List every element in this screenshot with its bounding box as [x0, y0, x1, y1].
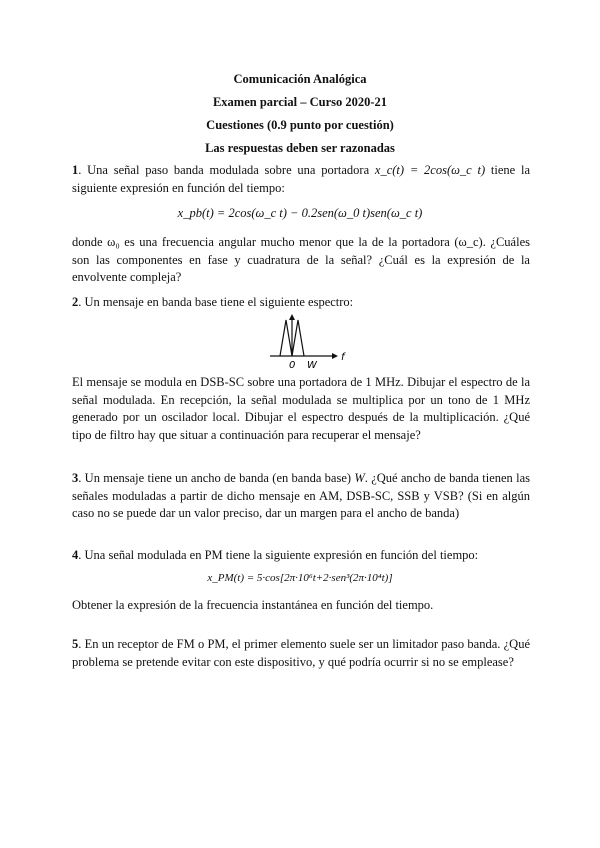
question-3	[72, 470, 530, 523]
fig-label-zero: 0	[289, 360, 296, 371]
question-2-text-b: El mensaje se modula en DSB-SC sobre una portadora de 1 MHz. Dibujar el espectro de la señal modulada. En recepción, la señal modulada se multiplica por un tono de 1 MHz generado por un oscilador local. Dibujar el espectro después de la multiplicación. ¿Qué tipo de filtro hay que situar a continuación para recuperar el mensaje?	[72, 375, 530, 442]
question-2-text-a: . Un mensaje en banda base tiene el siguiente espectro:	[78, 295, 354, 309]
question-1-equation: x_pb(t) = 2cos(ω_c t) − 0.2sen(ω_0 t)sen(ω_c t)	[177, 206, 423, 220]
course-title: Comunicación Analógica	[233, 72, 367, 86]
question-1-text-c: donde ω₀ es una frecuencia angular mucho menor que la de la portadora (ω_c). ¿Cuáles son las componentes en fase y cuadratura de la señal? ¿Cuál es la expresión de la envolvente compleja?	[72, 235, 530, 284]
exam-title: Examen parcial – Curso 2020-21	[212, 95, 388, 109]
question-1	[72, 162, 530, 197]
question-3-number: 3	[72, 471, 79, 485]
spectrum-positive-lobe	[292, 320, 304, 356]
question-4-text-a: . Una señal modulada en PM tiene la siguiente expresión en función del tiempo:	[78, 548, 479, 562]
question-4-equation: x_PM(t) = 5·cos[2π·10⁶t+2·sen³(2π·10⁴t)]	[207, 572, 393, 584]
question-4-number: 4	[72, 548, 79, 562]
carrier-expression: x_c(t) = 2cos(ω_c t)	[374, 163, 486, 177]
question-2-number: 2	[72, 295, 79, 309]
question-4	[72, 547, 530, 565]
question-5-number: 5	[72, 637, 79, 651]
question-3-text-a: . Un mensaje tiene un ancho de banda (en banda base)	[78, 471, 355, 485]
question-1-number: 1	[72, 163, 79, 177]
question-1-text-a: . Una señal paso banda modulada sobre una portadora	[78, 163, 375, 177]
question-2	[72, 294, 530, 312]
spectrum-figure	[262, 312, 352, 372]
bandwidth-symbol: W	[354, 471, 365, 485]
reasoning-note: Las respuestas deben ser razonadas	[205, 141, 395, 155]
amplitude-arrow-icon	[289, 314, 295, 320]
question-3-text-b: . ¿Qué ancho de banda tienen las señales moduladas a partir de dicho mensaje en AM, DSB-SC, SSB y VSB? (Si en algún caso no se puede dar un valor preciso, dar un margen para el ancho de banda)	[72, 471, 530, 520]
question-1-text-b: tiene la siguiente expresión en función del tiempo:	[72, 163, 530, 195]
question-5	[72, 636, 530, 671]
question-4-text-b: Obtener la expresión de la frecuencia instantánea en función del tiempo.	[72, 598, 434, 612]
axis-arrow-icon	[332, 353, 338, 359]
fig-label-f: f	[341, 352, 345, 363]
questions-title: Cuestiones (0.9 punto por cuestión)	[206, 118, 394, 132]
spectrum-negative-lobe	[280, 320, 292, 356]
question-5-text-a: . En un receptor de FM o PM, el primer elemento suele ser un limitador paso banda. ¿Qué problema se pretende evitar con este dispositivo, y qué podría ocurrir si no se emplease?	[72, 637, 530, 669]
fig-label-w: W	[307, 360, 317, 371]
